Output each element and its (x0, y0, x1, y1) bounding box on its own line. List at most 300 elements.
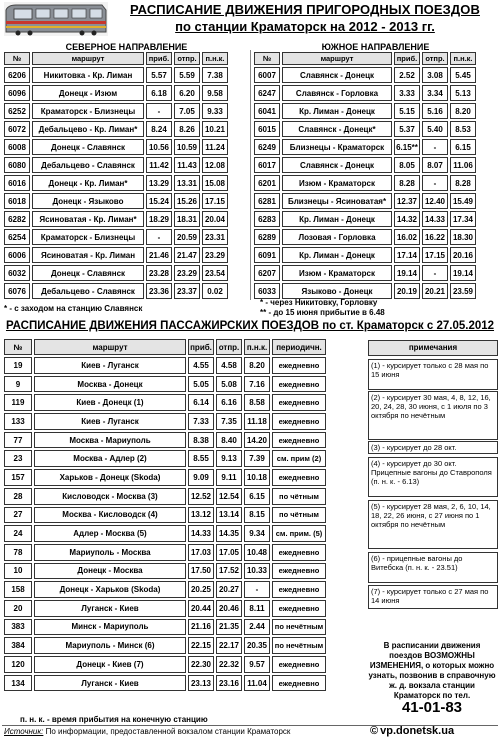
final-arrival-cell: 20.16 (450, 247, 476, 263)
departure-cell: 20.46 (216, 600, 242, 617)
table-row (4, 211, 228, 227)
train-number-cell: 6006 (4, 247, 30, 263)
periodicity-cell: ежедневно (272, 394, 326, 411)
table-row (254, 157, 476, 173)
route-cell: Москва - Адлер (2) (34, 450, 186, 467)
table-row (4, 121, 228, 137)
departure-cell: 7.35 (216, 413, 242, 430)
table-row (254, 103, 476, 119)
train-number-cell: 6018 (4, 193, 30, 209)
train-number-cell: 6282 (4, 211, 30, 227)
route-cell: Дебальцево - Славянск (32, 283, 144, 299)
final-arrival-cell: 11.06 (450, 157, 476, 173)
final-arrival-cell: 20.04 (202, 211, 228, 227)
periodicity-cell: по нечётным (272, 619, 326, 636)
table-row (4, 357, 326, 374)
route-cell: Никитовка - Кр. Лиман (32, 67, 144, 83)
train-number-cell: 23 (4, 450, 32, 467)
route-cell: Лозовая - Горловка (282, 229, 392, 245)
arrival-cell: 21.46 (146, 247, 172, 263)
train-number-cell: 6254 (4, 229, 30, 245)
col-number: № (4, 339, 32, 355)
arrival-cell: 17.50 (188, 563, 214, 580)
col-final-arrival: п.н.к. (244, 339, 270, 355)
route-cell: Киев - Донецк (1) (34, 394, 186, 411)
changes-notice: В расписании движения поездов ВОЗМОЖНЫ ИЗМЕНЕНИЯ, о которых можно узнать, позвонив в справочную ж. д. вокзала станции Краматорск по тел. (368, 641, 496, 700)
south-footnote-1: * - через Никитовку, Горловку (260, 298, 378, 307)
train-number-cell: 6249 (254, 139, 280, 155)
route-cell: Славянск - Донецк (282, 67, 392, 83)
page-title: РАСПИСАНИЕ ДВИЖЕНИЯ ПРИГОРОДНЫХ ПОЕЗДОВ (130, 2, 480, 17)
periodicity-cell: ежедневно (272, 469, 326, 486)
final-arrival-cell: 23.59 (450, 283, 476, 299)
table-row (254, 67, 476, 83)
south-footnotes (260, 298, 385, 318)
arrival-cell: 20.44 (188, 600, 214, 617)
col-route: маршрут (32, 52, 144, 65)
final-arrival-cell: 2.44 (244, 619, 270, 636)
table-row (254, 211, 476, 227)
col-final-arrival: п.н.к. (202, 52, 228, 65)
route-cell: Языково - Донецк (282, 283, 392, 299)
departure-cell: 13.14 (216, 507, 242, 524)
table-row (254, 229, 476, 245)
table-row (4, 157, 228, 173)
departure-cell: 20.59 (174, 229, 200, 245)
header (0, 0, 500, 40)
arrival-cell: 20.25 (188, 581, 214, 598)
route-cell: Минск - Мариуполь (34, 619, 186, 636)
table-row (4, 139, 228, 155)
train-number-cell: 6016 (4, 175, 30, 191)
train-number-cell: 6076 (4, 283, 30, 299)
train-number-cell: 6206 (4, 67, 30, 83)
arrival-cell: 14.33 (188, 525, 214, 542)
train-number-cell: 9 (4, 376, 32, 393)
arrival-cell: 20.19 (394, 283, 420, 299)
table-row (254, 265, 476, 281)
arrival-cell: 5.15 (394, 103, 420, 119)
train-number-cell: 6283 (254, 211, 280, 227)
route-cell: Донецк - Киев (7) (34, 656, 186, 673)
train-number-cell: 20 (4, 600, 32, 617)
passenger-schedule-table (2, 337, 328, 693)
route-cell: Ясиноватая - Кр. Лиман* (32, 211, 144, 227)
departure-cell: 7.05 (174, 103, 200, 119)
periodicity-cell: см. прим. (5) (272, 525, 326, 542)
train-number-cell: 6247 (254, 85, 280, 101)
departure-cell: 15.26 (174, 193, 200, 209)
departure-cell: 16.22 (422, 229, 448, 245)
arrival-cell: 8.55 (188, 450, 214, 467)
table-header-row (4, 52, 228, 65)
note-6: (6) - прицепные вагоны до Витебска (п. н. к. - 23.51) (368, 552, 498, 583)
final-arrival-cell: 23.31 (202, 229, 228, 245)
final-arrival-cell: 8.58 (244, 394, 270, 411)
north-direction-label: СЕВЕРНОЕ НАПРАВЛЕНИЕ (65, 42, 188, 52)
train-number-cell: 77 (4, 432, 32, 449)
train-number-cell: 158 (4, 581, 32, 598)
periodicity-cell: ежедневно (272, 656, 326, 673)
direction-divider (250, 50, 251, 300)
table-row (4, 656, 326, 673)
departure-cell: 8.07 (422, 157, 448, 173)
final-arrival-cell: 8.28 (450, 175, 476, 191)
table-row (4, 193, 228, 209)
arrival-cell: 22.30 (188, 656, 214, 673)
route-cell: Москва - Мариуполь (34, 432, 186, 449)
final-arrival-cell: 9.33 (202, 103, 228, 119)
train-number-cell: 24 (4, 525, 32, 542)
departure-cell: 21.35 (216, 619, 242, 636)
table-row (4, 103, 228, 119)
train-number-cell: 6033 (254, 283, 280, 299)
route-cell: Киев - Луганск (34, 413, 186, 430)
col-periodicity: периодичн. (272, 339, 326, 355)
train-number-cell: 6091 (254, 247, 280, 263)
final-arrival-cell: 8.20 (244, 357, 270, 374)
periodicity-cell: по нечётным (272, 637, 326, 654)
route-cell: Славянск - Горловка (282, 85, 392, 101)
arrival-cell: 9.09 (188, 469, 214, 486)
route-cell: Кр. Лиман - Донецк (282, 211, 392, 227)
train-number-cell: 27 (4, 507, 32, 524)
table-row (4, 229, 228, 245)
final-arrival-cell: 20.35 (244, 637, 270, 654)
pnk-legend: п. н. к. - время прибытия на конечную станцию (20, 715, 208, 724)
arrival-cell: 19.14 (394, 265, 420, 281)
arrival-cell: 23.13 (188, 675, 214, 692)
note-3: (3) - курсирует до 28 окт. (368, 441, 498, 454)
route-cell: Донецк - Кр. Лиман* (32, 175, 144, 191)
table-row (4, 265, 228, 281)
table-row (254, 247, 476, 263)
route-cell: Дебальцево - Славянск (32, 157, 144, 173)
train-number-cell: 6080 (4, 157, 30, 173)
departure-cell: 3.08 (422, 67, 448, 83)
periodicity-cell: ежедневно (272, 544, 326, 561)
route-cell: Ясиноватая - Кр. Лиман (32, 247, 144, 263)
arrival-cell: 11.42 (146, 157, 172, 173)
col-route: маршрут (34, 339, 186, 355)
route-cell: Краматорск - Близнецы (32, 103, 144, 119)
periodicity-cell: ежедневно (272, 675, 326, 692)
note-1: (1) - курсирует только с 28 мая по 15 июня (368, 359, 498, 390)
table-row (254, 121, 476, 137)
source-label: Источник: (4, 727, 44, 736)
route-cell: Изюм - Краматорск (282, 175, 392, 191)
table-row (4, 85, 228, 101)
phone-number: 41-01-83 (401, 699, 463, 716)
train-number-cell: 6289 (254, 229, 280, 245)
table-row (4, 507, 326, 524)
departure-cell: 5.40 (422, 121, 448, 137)
table-row (4, 469, 326, 486)
departure-cell: 17.52 (216, 563, 242, 580)
final-arrival-cell: 11.04 (244, 675, 270, 692)
final-arrival-cell: - (244, 581, 270, 598)
arrival-cell: 8.28 (394, 175, 420, 191)
train-icon (4, 2, 108, 36)
final-arrival-cell: 9.57 (244, 656, 270, 673)
arrival-cell: 3.33 (394, 85, 420, 101)
table-row (4, 247, 228, 263)
final-arrival-cell: 8.15 (244, 507, 270, 524)
route-cell: Близнецы - Ясиноватая* (282, 193, 392, 209)
final-arrival-cell: 5.45 (450, 67, 476, 83)
final-arrival-cell: 17.15 (202, 193, 228, 209)
table-row (254, 193, 476, 209)
route-cell: Луганск - Киев (34, 600, 186, 617)
departure-cell: 6.16 (216, 394, 242, 411)
route-cell: Дебальцево - Кр. Лиман* (32, 121, 144, 137)
arrival-cell: 6.15** (394, 139, 420, 155)
table-row (254, 139, 476, 155)
table-row (4, 413, 326, 430)
note-7: (7) - курсирует только с 27 мая по 14 июня (368, 585, 498, 609)
departure-cell: 8.26 (174, 121, 200, 137)
arrival-cell: 16.02 (394, 229, 420, 245)
south-schedule-table (252, 50, 478, 301)
final-arrival-cell: 10.33 (244, 563, 270, 580)
arrival-cell: - (146, 229, 172, 245)
final-arrival-cell: 7.39 (244, 450, 270, 467)
train-number-cell: 6281 (254, 193, 280, 209)
arrival-cell: 22.15 (188, 637, 214, 654)
train-number-cell: 78 (4, 544, 32, 561)
route-cell: Краматорск - Близнецы (32, 229, 144, 245)
final-arrival-cell: 8.53 (450, 121, 476, 137)
route-cell: Кр. Лиман - Донецк (282, 247, 392, 263)
train-number-cell: 6207 (254, 265, 280, 281)
departure-cell: 23.29 (174, 265, 200, 281)
col-route: маршрут (282, 52, 392, 65)
table-row (4, 175, 228, 191)
final-arrival-cell: 10.48 (244, 544, 270, 561)
source-line (4, 727, 290, 736)
departure-cell: - (422, 139, 448, 155)
departure-cell: 8.40 (216, 432, 242, 449)
departure-cell: 21.47 (174, 247, 200, 263)
final-arrival-cell: 11.24 (202, 139, 228, 155)
arrival-cell: 15.24 (146, 193, 172, 209)
arrival-cell: 8.05 (394, 157, 420, 173)
table-header-row (4, 339, 326, 355)
table-row (254, 175, 476, 191)
notes-header: примечания (368, 340, 498, 356)
page-subtitle: по станции Краматорск на 2012 - 2013 гг. (175, 19, 435, 34)
arrival-cell: 17.14 (394, 247, 420, 263)
departure-cell: 12.40 (422, 193, 448, 209)
periodicity-cell: см. прим (2) (272, 450, 326, 467)
arrival-cell: 17.03 (188, 544, 214, 561)
final-arrival-cell: 10.21 (202, 121, 228, 137)
route-cell: Донецк - Москва (34, 563, 186, 580)
arrival-cell: 23.28 (146, 265, 172, 281)
title-block (112, 1, 498, 35)
periodicity-cell: ежедневно (272, 432, 326, 449)
departure-cell: 23.16 (216, 675, 242, 692)
departure-cell: 18.31 (174, 211, 200, 227)
departure-cell: 4.58 (216, 357, 242, 374)
route-cell: Москва - Донецк (34, 376, 186, 393)
route-cell: Славянск - Донецк* (282, 121, 392, 137)
route-cell: Донецк - Славянск (32, 265, 144, 281)
periodicity-cell: ежедневно (272, 581, 326, 598)
departure-cell: - (422, 265, 448, 281)
north-schedule-table (2, 50, 230, 301)
train-number-cell: 6072 (4, 121, 30, 137)
train-number-cell: 6017 (254, 157, 280, 173)
table-row (4, 376, 326, 393)
route-cell: Изюм - Краматорск (282, 265, 392, 281)
final-arrival-cell: 14.20 (244, 432, 270, 449)
departure-cell: 22.17 (216, 637, 242, 654)
train-number-cell: 6041 (254, 103, 280, 119)
final-arrival-cell: 9.34 (244, 525, 270, 542)
final-arrival-cell: 15.08 (202, 175, 228, 191)
train-number-cell: 6007 (254, 67, 280, 83)
route-cell: Москва - Кисловодск (4) (34, 507, 186, 524)
route-cell: Мариуполь - Москва (34, 544, 186, 561)
arrival-cell: 7.33 (188, 413, 214, 430)
col-number: № (254, 52, 280, 65)
table-row (4, 619, 326, 636)
final-arrival-cell: 10.18 (244, 469, 270, 486)
departure-cell: 3.34 (422, 85, 448, 101)
table-row (4, 432, 326, 449)
col-departure: отпр. (422, 52, 448, 65)
table-row (4, 544, 326, 561)
train-number-cell: 6096 (4, 85, 30, 101)
final-arrival-cell: 23.54 (202, 265, 228, 281)
arrival-cell: 14.32 (394, 211, 420, 227)
route-cell: Луганск - Киев (34, 675, 186, 692)
table-header-row (254, 52, 476, 65)
departure-cell: 10.59 (174, 139, 200, 155)
col-arrival: приб. (188, 339, 214, 355)
arrival-cell: 12.37 (394, 193, 420, 209)
final-arrival-cell: 8.11 (244, 600, 270, 617)
arrival-cell: 21.16 (188, 619, 214, 636)
arrival-cell: 10.56 (146, 139, 172, 155)
periodicity-cell: ежедневно (272, 376, 326, 393)
train-number-cell: 133 (4, 413, 32, 430)
route-cell: Донецк - Славянск (32, 139, 144, 155)
north-footnote: * - с заходом на станцию Славянск (4, 304, 143, 313)
route-cell: Донецк - Харьков (Skoda) (34, 581, 186, 598)
south-direction-label: ЮЖНОЕ НАПРАВЛЕНИЕ (321, 42, 430, 52)
final-arrival-cell: 18.30 (450, 229, 476, 245)
col-arrival: приб. (146, 52, 172, 65)
table-row (254, 283, 476, 299)
arrival-cell: 6.18 (146, 85, 172, 101)
route-cell: Кисловодск - Москва (3) (34, 488, 186, 505)
route-cell: Кр. Лиман - Донецк (282, 103, 392, 119)
route-cell: Донецк - Языково (32, 193, 144, 209)
table-row (4, 675, 326, 692)
route-cell: Киев - Луганск (34, 357, 186, 374)
route-cell: Харьков - Донецк (Skoda) (34, 469, 186, 486)
final-arrival-cell: 15.49 (450, 193, 476, 209)
route-cell: Славянск - Донецк (282, 157, 392, 173)
departure-cell: 5.08 (216, 376, 242, 393)
table-row (4, 488, 326, 505)
arrival-cell: - (146, 103, 172, 119)
table-row (4, 394, 326, 411)
arrival-cell: 18.29 (146, 211, 172, 227)
train-number-cell: 28 (4, 488, 32, 505)
departure-cell: 13.31 (174, 175, 200, 191)
note-2: (2) - курсирует 30 мая, 4, 8, 12, 16, 20, 24, 28, 30 июня, с 1 июля по 3 октября по нечётным (368, 391, 498, 440)
arrival-cell: 8.38 (188, 432, 214, 449)
departure-cell: 9.11 (216, 469, 242, 486)
final-arrival-cell: 8.20 (450, 103, 476, 119)
route-cell: Близнецы - Краматорск (282, 139, 392, 155)
south-footnote-2: ** - до 15 июня прибытие в 6.48 (260, 308, 385, 317)
train-number-cell: 119 (4, 394, 32, 411)
departure-cell: 14.33 (422, 211, 448, 227)
train-number-cell: 6008 (4, 139, 30, 155)
site-credit[interactable] (370, 725, 454, 737)
final-arrival-cell: 19.14 (450, 265, 476, 281)
departure-cell: 14.35 (216, 525, 242, 542)
final-arrival-cell: 23.29 (202, 247, 228, 263)
table-row (4, 450, 326, 467)
arrival-cell: 5.37 (394, 121, 420, 137)
table-row (4, 525, 326, 542)
table-row (4, 581, 326, 598)
table-row (4, 67, 228, 83)
departure-cell: 5.59 (174, 67, 200, 83)
source-text: По информации, предоставленной вокзалом станции Краматорск (45, 727, 291, 736)
departure-cell: 9.13 (216, 450, 242, 467)
periodicity-cell: ежедневно (272, 357, 326, 374)
periodicity-cell: ежедневно (272, 600, 326, 617)
departure-cell: 17.05 (216, 544, 242, 561)
final-arrival-cell: 12.08 (202, 157, 228, 173)
passenger-title: РАСПИСАНИЕ ДВИЖЕНИЯ ПАССАЖИРСКИХ ПОЕЗДОВ по ст. Краматорск с 27.05.2012 (5, 320, 495, 332)
col-departure: отпр. (174, 52, 200, 65)
final-arrival-cell: 7.38 (202, 67, 228, 83)
departure-cell: 17.15 (422, 247, 448, 263)
train-number-cell: 10 (4, 563, 32, 580)
final-arrival-cell: 9.58 (202, 85, 228, 101)
arrival-cell: 8.24 (146, 121, 172, 137)
departure-cell: 23.37 (174, 283, 200, 299)
final-arrival-cell: 6.15 (244, 488, 270, 505)
table-row (254, 85, 476, 101)
arrival-cell: 13.29 (146, 175, 172, 191)
arrival-cell: 2.52 (394, 67, 420, 83)
arrival-cell: 4.55 (188, 357, 214, 374)
note-4: (4) - курсирует до 30 окт. Прицепные вагоны до Ставрополя (п. н. к. - 6.13) (368, 457, 498, 497)
col-number: № (4, 52, 30, 65)
site-link[interactable]: vp.donetsk.ua (380, 725, 455, 737)
train-number-cell: 19 (4, 357, 32, 374)
train-number-cell: 6015 (254, 121, 280, 137)
col-departure: отпр. (216, 339, 242, 355)
arrival-cell: 6.14 (188, 394, 214, 411)
final-arrival-cell: 11.18 (244, 413, 270, 430)
departure-cell: - (422, 175, 448, 191)
table-row (4, 600, 326, 617)
route-cell: Мариуполь - Минск (6) (34, 637, 186, 654)
train-number-cell: 157 (4, 469, 32, 486)
copyright-icon: © (370, 725, 379, 737)
arrival-cell: 5.57 (146, 67, 172, 83)
route-cell: Донецк - Изюм (32, 85, 144, 101)
